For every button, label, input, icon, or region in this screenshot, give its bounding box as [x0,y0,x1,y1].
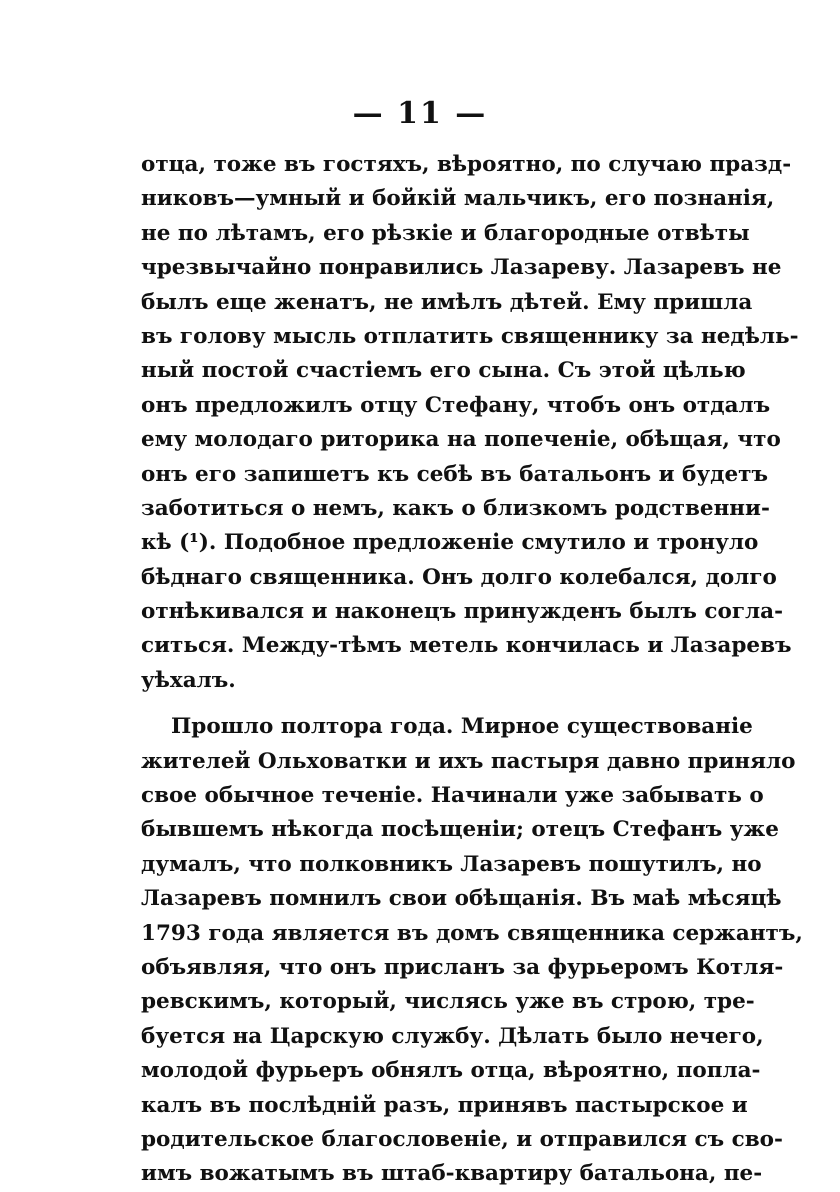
text-line: 1793 года является въ домъ священника сержантъ, [141,920,803,946]
text-line: кѣ (¹). Подобное предложеніе смутило и тронуло [141,530,759,556]
text-line: уѣхалъ. [141,667,236,693]
text-line: онъ предложилъ отцу Стефану, чтобъ онъ отдалъ [141,392,771,418]
text-line: ситься. Между-тѣмъ метель кончилась и Лазаревъ [141,633,792,659]
text-line: бывшемъ нѣкогда посѣщеніи; отецъ Стефанъ уже [141,817,779,843]
text-line: заботиться о немъ, какъ о близкомъ родственни- [141,495,770,521]
text-line: никовъ—умный и бойкій мальчикъ, его познанія, [141,186,775,212]
text-line: не по лѣтамъ, его рѣзкіе и благородные отвѣты [141,220,750,246]
text-line: буется на Царскую службу. Дѣлать было нечего, [141,1023,764,1049]
paragraph-2 [141,710,803,1191]
text-line: онъ его запишетъ къ себѣ въ батальонъ и будетъ [141,461,768,487]
text-line: молодой фурьеръ обнялъ отца, вѣроятно, попла- [141,1058,761,1084]
text-line: бѣднаго священника. Онъ долго колебался, долго [141,564,777,590]
body-text [141,148,803,1192]
text-line: отнѣкивался и наконецъ принужденъ былъ согла- [141,599,784,625]
text-line: думалъ, что полковникъ Лазаревъ пошутилъ, но [141,851,762,877]
paragraph-gap [141,698,707,710]
page-number: — 11 — [352,96,488,131]
text-line: имъ вожатымъ въ штаб-квартиру батальона, пе- [141,1161,763,1187]
text-line: родительское благословеніе, и отправился съ сво- [141,1126,783,1152]
paragraph-1 [141,148,799,698]
text-line: ему молодаго риторика на попеченіе, обѣщая, что [141,427,781,453]
text-line: жителей Ольховатки и ихъ пастыря давно приняло [141,748,796,774]
text-line: въ голову мысль отплатить священнику за недѣль- [141,323,799,349]
text-line: свое обычное теченіе. Начинали уже забывать о [141,783,764,809]
text-line: Лазаревъ помнилъ свои обѣщанія. Въ маѣ мѣсяцѣ [141,886,782,912]
text-line: отца, тоже въ гостяхъ, вѣроятно, по случаю празд- [141,152,792,177]
text-line: былъ еще женатъ, не имѣлъ дѣтей. Ему пришла [141,289,753,315]
text-line: калъ въ послѣдній разъ, принявъ пастырское и [141,1092,748,1118]
text-line: Прошло полтора года. Мирное существованіе [171,714,753,740]
text-line: объявляя, что онъ присланъ за фурьеромъ Котля- [141,954,784,980]
text-line: ный постой счастіемъ его сына. Съ этой цѣлью [141,358,746,384]
text-line: чрезвычайно понравились Лазареву. Лазаревъ не [141,255,782,281]
text-line: ревскимъ, который, числясь уже въ строю, тре- [141,989,755,1015]
